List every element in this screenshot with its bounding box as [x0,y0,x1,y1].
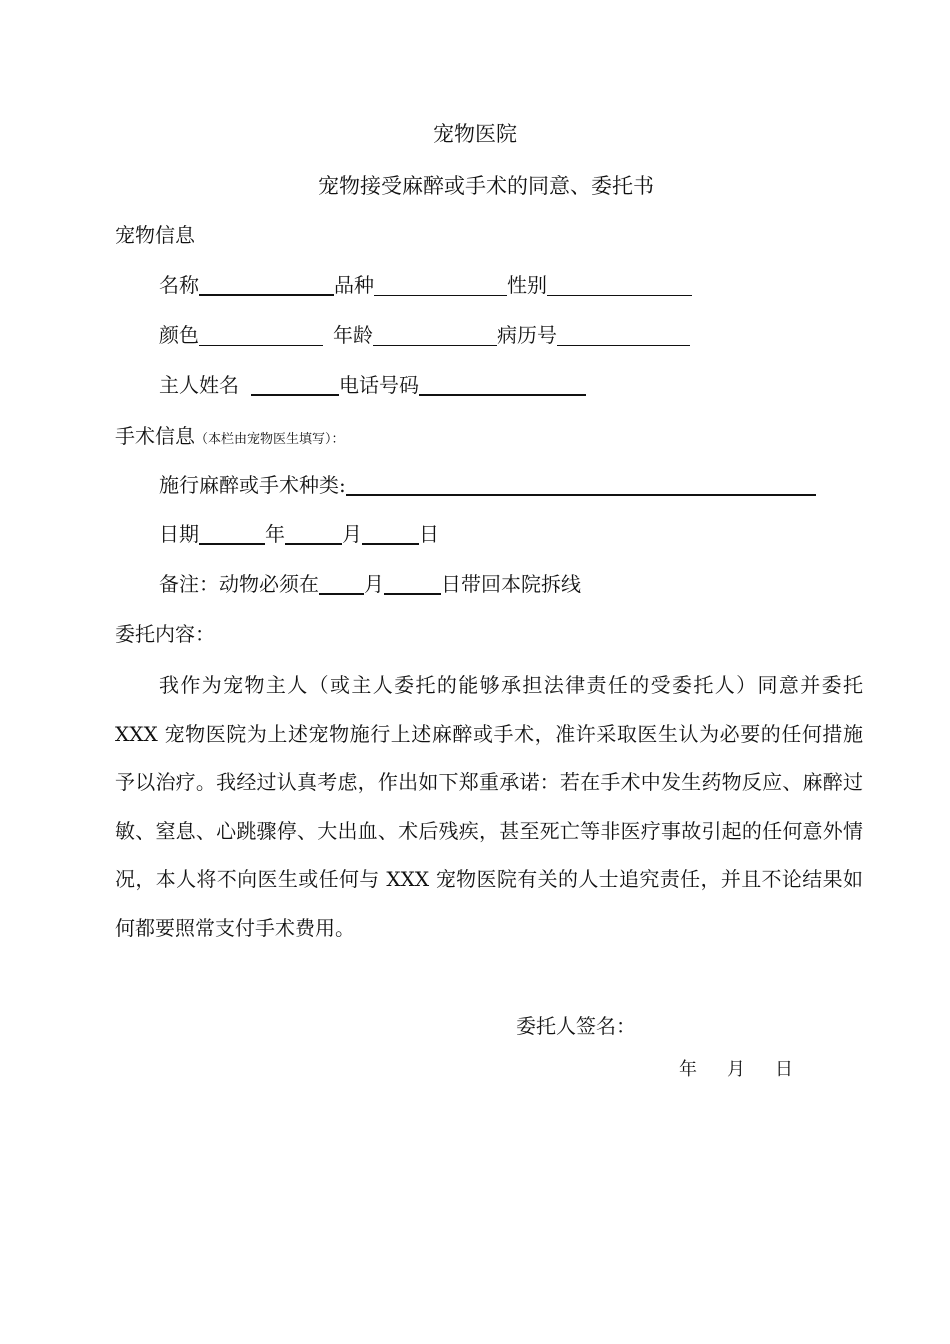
remark-month-field[interactable] [319,575,364,595]
pet-age-label: 年龄 [333,323,373,347]
date-day-label: 日 [419,522,439,546]
form-title: 宠物接受麻醉或手术的同意、委托书 [318,174,654,198]
pet-breed-label: 品种 [334,273,374,297]
signature-label: 委托人签名： [516,1014,636,1038]
pet-color-field[interactable] [199,327,323,346]
pet-sex-field[interactable] [547,277,692,296]
remark-row [159,572,581,596]
pet-color-label: 颜色 [159,323,199,347]
consent-body: 我作为宠物主人（或主人委托的能够承担法律责任的受委托人）同意并委托 XXX 宠物医院为上述宠物施行上述麻醉或手术，准许采取医生认为必要的任何措施予以治疗。我经过认真考虑，作出如下郑重承诺：若在手术中发生药物反应、麻醉过敏、窒息、心跳骤停、大出血、术后残疾，甚至死亡等非医疗事故引起的任何意外情况，本人将不向医生或任何与 XXX 宠物医院有关的人士追究责任，并且不论结果如何都要照常支付手术费用。 [115,673,863,940]
surgery-type-field[interactable] [346,476,816,496]
pet-breed-field[interactable] [374,277,507,296]
date-year-label: 年 [265,522,285,546]
signature-month-label: 月 [727,1059,745,1080]
pet-sex-label: 性别 [507,273,547,297]
remark-month-label: 月 [364,572,384,596]
record-number-label: 病历号 [497,323,557,347]
pet-info-heading: 宠物信息 [115,223,195,247]
date-month-field[interactable] [285,525,342,545]
owner-phone-row [159,373,586,397]
consent-heading: 委托内容： [115,622,215,646]
date-year-field[interactable] [199,525,265,545]
phone-field[interactable] [419,376,586,396]
pet-age-field[interactable] [373,327,497,346]
surgery-type-label: 施行麻醉或手术种类: [159,473,346,497]
remark-prefix: 备注：动物必须在 [159,572,319,596]
signature-day-label: 日 [775,1059,793,1080]
owner-name-field[interactable] [251,376,339,396]
hospital-name: 宠物医院 [433,122,517,146]
pet-name-field[interactable] [199,276,334,296]
pet-name-breed-sex-row [159,273,692,297]
remark-suffix: 日带回本院拆线 [441,572,581,596]
signature-year-label: 年 [679,1059,697,1080]
owner-name-label: 主人姓名 [159,373,239,397]
date-day-field[interactable] [362,525,419,545]
pet-color-age-record-row [159,323,690,347]
surgery-type-row [159,473,816,497]
surgery-info-heading: 手术信息 [115,424,195,448]
date-label: 日期 [159,522,199,546]
signature-date-row [679,1055,793,1081]
date-month-label: 月 [342,522,362,546]
remark-day-field[interactable] [384,575,441,595]
surgery-date-row [159,522,439,546]
phone-label: 电话号码 [339,373,419,397]
record-number-field[interactable] [557,327,690,346]
pet-name-label: 名称 [159,273,199,297]
surgery-info-heading-row [115,424,345,452]
surgery-info-note: （本栏由宠物医生填写）： [195,432,345,447]
